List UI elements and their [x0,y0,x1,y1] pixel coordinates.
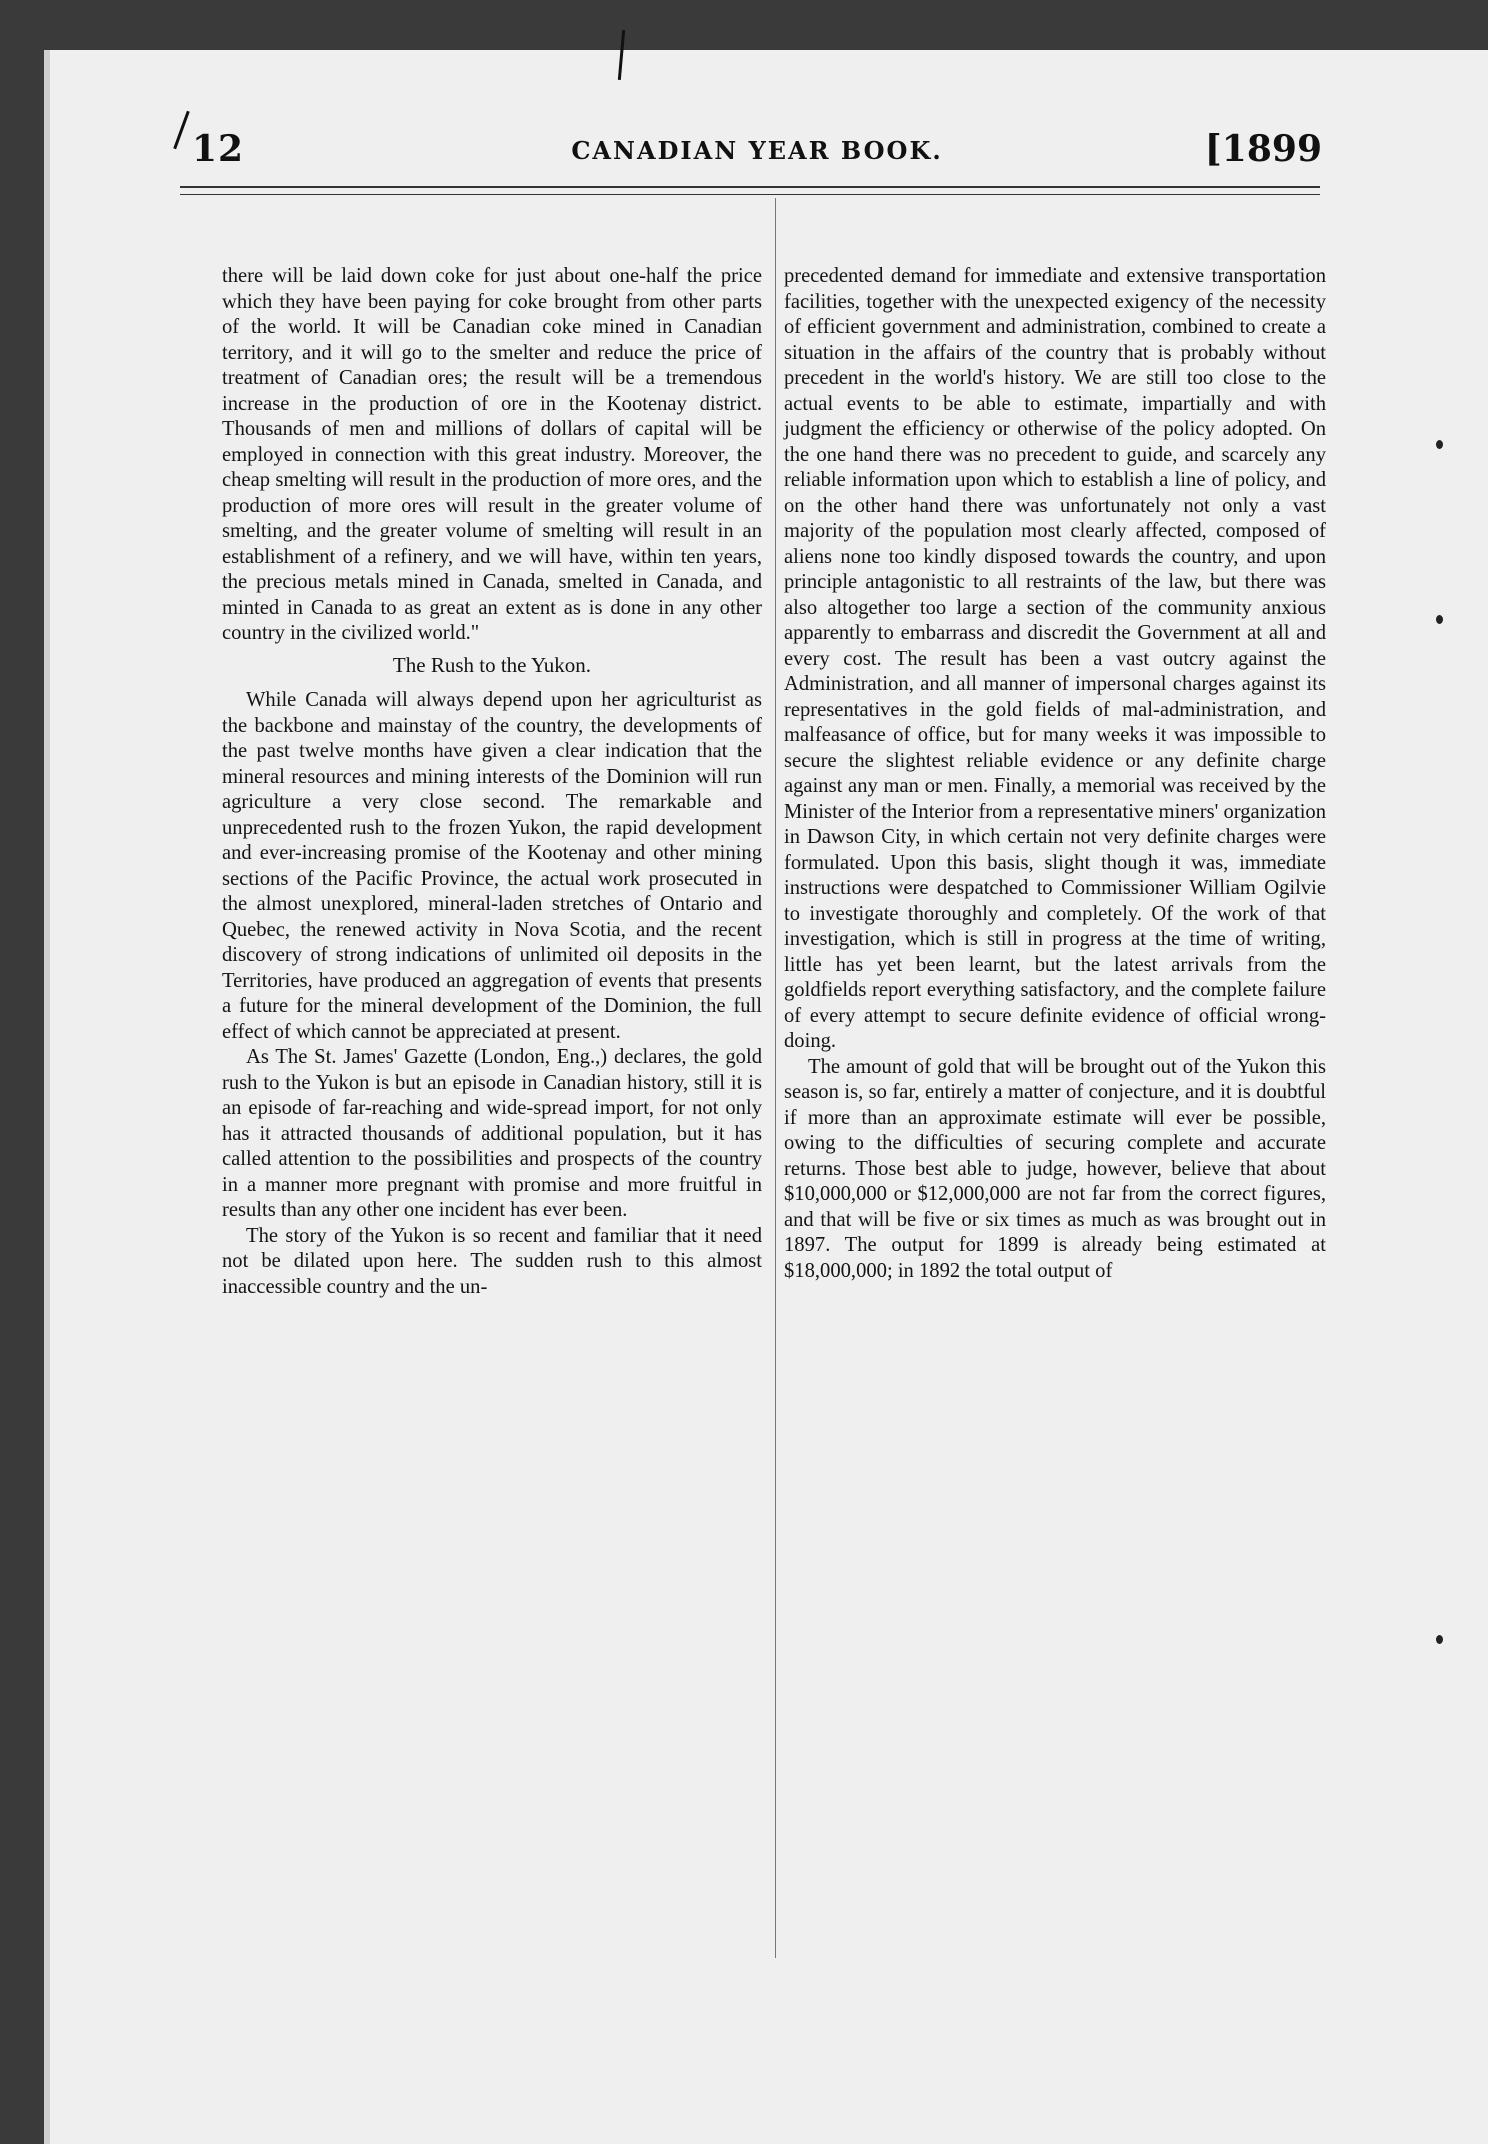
margin-speck [1436,615,1443,624]
margin-speck [1436,1635,1443,1644]
left-paragraph-1: there will be laid down coke for just about one-half the price which they have been paying for coke brought from other parts of the world. It will be Canadian coke mined in Canadian territory, and it will go to the smelter and reduce the price of treatment of Canadian ores; the result will be a tremendous increase in the production of ore in the Kootenay district. Thousands of men and millions of dollars of capital will be employed in connection with this great industry. Moreover, the cheap smelting will result in the production of more ores, and the production of more ores will result in the greater volume of smelting, and the greater volume of smelting will result in an establishment of a refinery, and we will have, within ten years, the precious metals mined in Canada, smelted in Canada, and minted in Canada to as great an extent as is done in any other country in the civilized world." [222,265,762,644]
page-number: 12 [192,128,245,170]
left-paragraph-4: The story of the Yukon is so recent and familiar that it need not be dilated upon here. The sudden rush to this almost inaccessible country and the un- [222,1224,762,1298]
margin-speck [1436,440,1443,449]
header-rule [180,186,1320,188]
running-title: CANADIAN YEAR BOOK. [571,136,943,165]
left-paragraph-3: As The St. James' Gazette (London, Eng.,) declares, the gold rush to the Yukon is but an episode in Canadian history, still it is an episode of far-reaching and wide-spread import, for not only has it attracted thousands of additional population, but it has called attention to the possibilities and prospects of the country in a manner more pregnant with promise and more fruitful in results than any other one incident has ever been. [222,1046,762,1221]
page-header [192,128,1322,184]
header-year: [1899 [1204,128,1322,170]
header-rule-thin [180,194,1320,195]
right-paragraph-1: precedented demand for immediate and extensive transportation facilities, together with the unexpected exigency of the necessity of efficient government and administration, combined to create a situation in the affairs of the country that is probably without precedent in the world's history. We are still too close to the actual events to be able to estimate, impartially and with judgment the efficiency or otherwise of the policy adopted. On the one hand there was no precedent to guide, and scarcely any reliable information upon which to establish a line of policy, and on the other hand there was unfortunately not only a vast majority of the population most clearly affected, composed of aliens none too kindly disposed towards the country, and upon principle antagonistic to all restraints of the law, but there was also altogether too large a section of the community anxious apparently to embarrass and discredit the Government at all and every cost. The result has been a vast outcry against the Administration, and all manner of impersonal charges against its representatives in the gold fields of mal-administration, and malfeasance of office, but for many weeks it was impossible to secure the slightest reliable evidence or any definite charge against any man or men. Finally, a memorial was received by the Minister of the Interior from a representative miners' organization in Dawson City, in which certain not very definite charges were formulated. Upon this basis, slight though it was, immediate instructions were despatched to Commissioner William Ogilvie to investigate thoroughly and completely. Of the work of that investigation, which is still in progress at the time of writing, little has yet been learnt, but the latest arrivals from the goldfields report everything satisfactory, and the complete failure of every attempt to secure definite evidence of official wrong-doing. [784,265,1327,1052]
section-heading: The Rush to the Yukon. [392,652,592,677]
left-paragraph-2: While Canada will always depend upon her agriculturist as the backbone and mainstay of the country, the developments of the past twelve months have given a clear indication that the mineral resources and mining interests of the Dominion will run agriculture a very close second. The remarkable and unprecedented rush to the frozen Yukon, the rapid development and ever-increasing promise of the Kootenay and other mining sections of the Pacific Province, the actual work prosecuted in the almost unexplored, mineral-laden stretches of Ontario and Quebec, the renewed activity in Nova Scotia, and the recent discovery of strong indications of unlimited oil deposits in the Territories, have produced an aggregation of events that presents a future for the mineral development of the Dominion, the full effect of which cannot be appreciated at present. [222,689,762,1043]
right-paragraph-2: The amount of gold that will be brought out of the Yukon this season is, so far, entirely a matter of conjecture, and it is doubtful if more than an approximate estimate will ever be possible, owing to the difficulties of securing complete and accurate returns. Those best able to judge, however, believe that about $10,000,000 or $12,000,000 are not far from the correct figures, and that will be five or six times as much as was brought out in 1897. The output for 1899 is already being estimated at $18,000,000; in 1892 the total output of [784,1055,1326,1282]
right-column [784,264,1326,1284]
column-divider [775,198,776,1958]
left-column [222,264,762,1300]
